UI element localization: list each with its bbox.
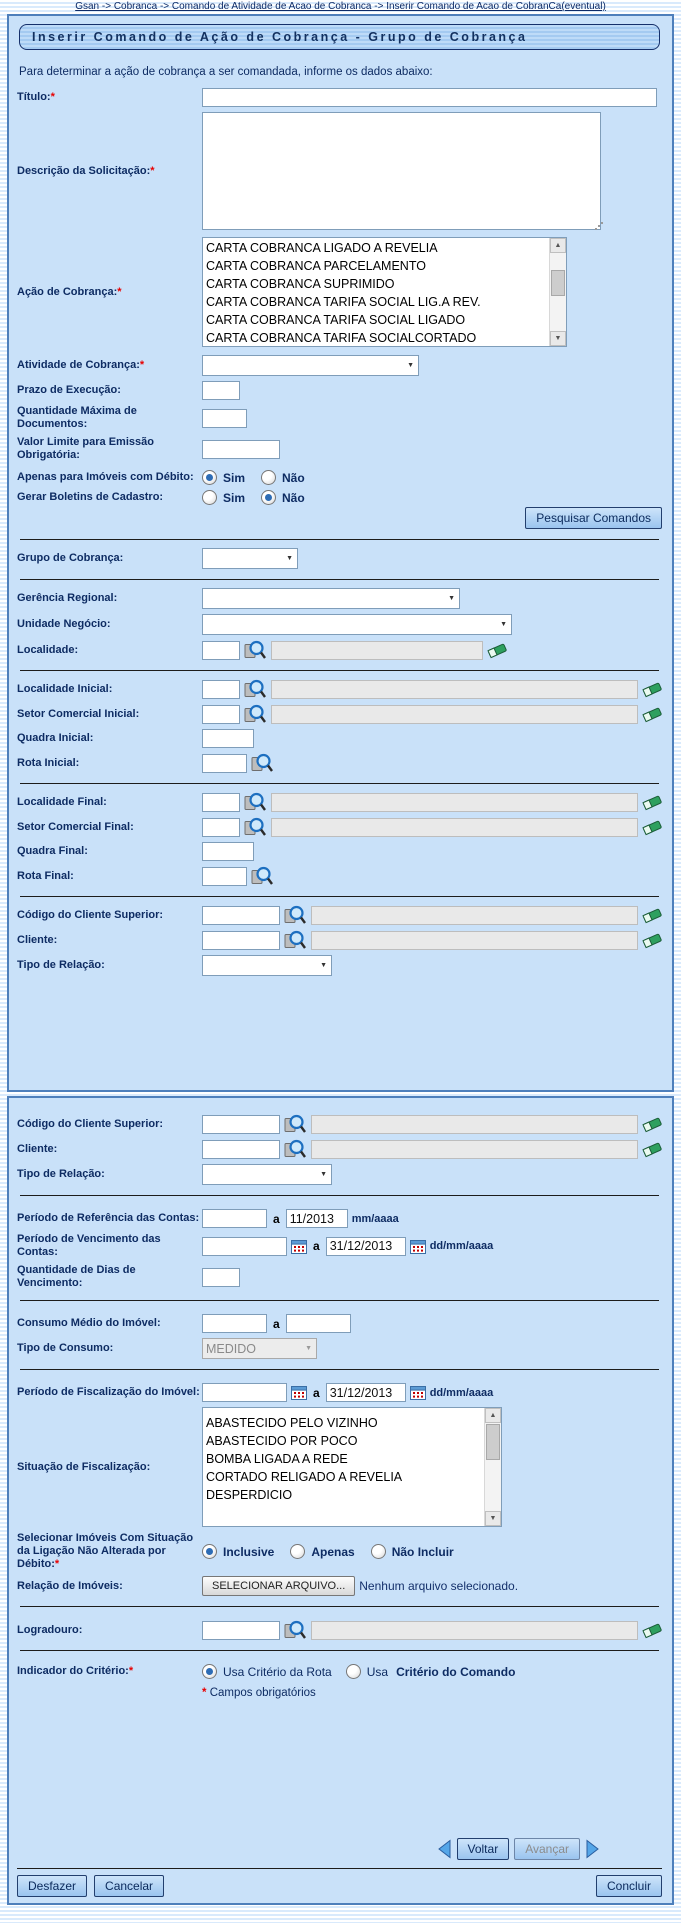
required-asterisk: * [150, 164, 155, 177]
quadra-inicial-row [17, 729, 662, 748]
wizard-nav [17, 1838, 662, 1860]
acao-cobranca-list[interactable] [202, 237, 567, 347]
cliente-superior-input[interactable] [202, 906, 280, 925]
logradouro-label: Logradouro: [17, 1623, 83, 1636]
periodo-referencia-fim-input[interactable] [286, 1209, 348, 1228]
list-option[interactable]: DESPERDICIO [206, 1488, 293, 1502]
voltar-button[interactable]: Voltar [457, 1838, 510, 1860]
periodo-referencia-row [17, 1209, 662, 1228]
chevron-down-icon: ▼ [407, 362, 414, 369]
required-footnote: * Campos obrigatórios [202, 1687, 316, 1699]
arrow-right-icon[interactable] [585, 1839, 600, 1859]
gerencia-select[interactable] [202, 588, 460, 609]
unidade-label: Unidade Negócio: [17, 618, 111, 630]
situacao-fiscalizacao-list[interactable] [202, 1407, 502, 1527]
valor-limite-input[interactable] [202, 440, 280, 459]
required-asterisk: * [128, 1665, 134, 1677]
search-icon[interactable] [284, 930, 307, 950]
selecionar-imoveis-label: Selecionar Imóveis Com Situação da Ligação Não Alterada por Débito:* [17, 1532, 194, 1570]
localidade-inicial-name-display [271, 680, 638, 699]
divider [20, 783, 659, 784]
tipo-consumo-select: MEDIDO ▼ [202, 1338, 317, 1359]
search-icon[interactable] [244, 640, 267, 660]
qtd-max-label: Quantidade Máxima de Documentos: [17, 405, 137, 430]
format-hint: dd/mm/aaaa [429, 1240, 494, 1252]
situacao-fiscalizacao-label: Situação de Fiscalização: [17, 1460, 151, 1473]
quadra-inicial-label: Quadra Inicial: [17, 732, 94, 744]
divider [20, 539, 659, 540]
divider [17, 1868, 662, 1869]
list-option[interactable]: ABASTECIDO PELO VIZINHO [206, 1416, 378, 1430]
consumo-medio-min-input[interactable] [202, 1314, 267, 1333]
cliente-row [17, 1139, 662, 1159]
tipo-relacao-label: Tipo de Relação: [17, 959, 105, 971]
radio-label: Sim [223, 470, 246, 485]
unidade-row [17, 614, 662, 635]
radio-label: Não [282, 490, 305, 505]
list-option[interactable]: CORTADO RELIGADO A REVELIA [206, 1470, 403, 1484]
tipo-consumo-label: Tipo de Consumo: [17, 1342, 114, 1354]
scroll-down-icon[interactable]: ▼ [550, 331, 566, 346]
selecionar-arquivo-button[interactable]: SELECIONAR ARQUIVO... [202, 1576, 355, 1596]
qtd-max-input[interactable] [202, 409, 247, 428]
radio-label: Não [282, 470, 305, 485]
scroll-thumb[interactable] [551, 270, 565, 296]
situacao-fiscalizacao-row [17, 1407, 662, 1527]
setor-final-name-display [271, 818, 638, 837]
page-title: Inserir Comando de Ação de Cobrança - Grupo de Cobrança [19, 24, 660, 50]
periodo-vencimento-row [17, 1233, 662, 1259]
titulo-input[interactable] [202, 88, 657, 107]
periodo-referencia-label: Período de Referência das Contas: [17, 1212, 200, 1224]
list-option[interactable]: CARTA COBRANCA TARIFA SOCIAL LIGADO [206, 313, 466, 327]
criterio-rota-radio[interactable] [202, 1664, 217, 1679]
scroll-up-icon[interactable]: ▲ [550, 238, 566, 253]
cancelar-button[interactable]: Cancelar [94, 1875, 164, 1897]
concluir-button[interactable]: Concluir [596, 1875, 662, 1897]
logradouro-input[interactable] [202, 1621, 280, 1640]
range-separator: a [313, 1385, 320, 1400]
localidade-final-input[interactable] [202, 793, 240, 812]
required-asterisk: * [117, 285, 122, 298]
action-bar [17, 1875, 662, 1897]
atividade-select[interactable] [202, 355, 419, 376]
descricao-row [17, 112, 662, 230]
setor-inicial-row [17, 704, 662, 724]
grupo-cobranca-row [17, 548, 662, 569]
scroll-thumb[interactable] [486, 1424, 500, 1460]
periodo-vencimento-inicio-input[interactable] [202, 1237, 287, 1256]
gerar-boletins-sim-radio[interactable] [202, 490, 217, 505]
localidade-input[interactable] [202, 641, 240, 660]
cliente-row [17, 930, 662, 950]
gerencia-row [17, 588, 662, 609]
qtd-max-row [17, 405, 662, 431]
pesquisar-comandos-button[interactable]: Pesquisar Comandos [525, 507, 662, 529]
prazo-row [17, 381, 662, 400]
scroll-up-icon[interactable]: ▲ [485, 1408, 501, 1423]
quadra-final-input[interactable] [202, 842, 254, 861]
criterio-comando-radio[interactable] [346, 1664, 361, 1679]
setor-inicial-name-display [271, 705, 638, 724]
radio-label: Sim [223, 490, 246, 505]
range-separator: a [273, 1211, 280, 1226]
list-option[interactable]: ABASTECIDO POR POCO [206, 1434, 358, 1448]
resize-grip[interactable] [598, 225, 600, 227]
tipo-relacao-select[interactable] [202, 1164, 332, 1185]
setor-final-input[interactable] [202, 818, 240, 837]
titulo-row [17, 88, 662, 107]
chevron-down-icon: ▼ [320, 962, 327, 969]
search-icon[interactable] [284, 1620, 307, 1640]
atividade-label: Atividade de Cobrança:* [17, 359, 145, 371]
chevron-down-icon: ▼ [305, 1345, 312, 1352]
range-separator: a [273, 1316, 280, 1331]
apenas-debito-nao-radio[interactable] [261, 470, 276, 485]
quadra-final-label: Quadra Final: [17, 845, 88, 857]
selecionar-imoveis-row [17, 1532, 662, 1571]
search-icon[interactable] [284, 905, 307, 925]
acao-cobranca-row [17, 237, 662, 347]
calendar-icon[interactable] [410, 1385, 426, 1400]
setor-final-row [17, 817, 662, 837]
gerencia-label: Gerência Regional: [17, 592, 118, 604]
list-option[interactable]: CARTA COBRANCA LIGADO A REVELIA [206, 241, 438, 255]
pesquisar-row [17, 507, 662, 529]
cliente-name-display [311, 931, 638, 950]
radio-label: Não Incluir [391, 1544, 454, 1559]
calendar-icon[interactable] [291, 1385, 307, 1400]
qtd-dias-row [17, 1264, 662, 1290]
rota-final-row [17, 866, 662, 886]
divider [20, 896, 659, 897]
apenas-debito-label: Apenas para Imóveis com Débito: [17, 471, 194, 483]
consumo-medio-label: Consumo Médio do Imóvel: [17, 1317, 161, 1329]
quadra-final-row [17, 842, 662, 861]
required-asterisk: * [50, 91, 55, 103]
tipo-relacao-label: Tipo de Relação: [17, 1168, 105, 1180]
format-hint: dd/mm/aaaa [429, 1386, 494, 1399]
grupo-cobranca-select[interactable] [202, 548, 298, 569]
chevron-down-icon: ▼ [320, 1171, 327, 1178]
chevron-down-icon: ▼ [448, 595, 455, 602]
localidade-label: Localidade: [17, 643, 79, 656]
tipo-relacao-select[interactable] [202, 955, 332, 976]
file-status-text: Nenhum arquivo selecionado. [359, 1579, 519, 1593]
logradouro-name-display [311, 1621, 638, 1640]
radio-label: Apenas [311, 1544, 355, 1559]
cliente-superior-input[interactable] [202, 1115, 280, 1134]
breadcrumb[interactable]: Gsan -> Cobranca -> Comando de Atividade de Acao de Cobranca -> Inserir Comando de Acao de CobranCa(eventual) [75, 1, 606, 12]
list-option[interactable]: BOMBA LIGADA A REDE [206, 1452, 348, 1466]
localidade-final-name-display [271, 793, 638, 812]
cliente-superior-name-display [311, 1115, 638, 1134]
calendar-icon[interactable] [291, 1239, 307, 1254]
logradouro-row [17, 1620, 662, 1640]
cliente-superior-row [17, 905, 662, 925]
divider [20, 1369, 659, 1370]
list-option[interactable]: CARTA COBRANCA PARCELAMENTO [206, 259, 426, 273]
periodo-referencia-inicio-input[interactable] [202, 1209, 267, 1228]
atividade-row [17, 355, 662, 376]
cliente-input[interactable] [202, 1140, 280, 1159]
cliente-input[interactable] [202, 931, 280, 950]
apenas-debito-row [17, 470, 662, 485]
search-icon[interactable] [251, 866, 274, 886]
search-icon[interactable] [251, 753, 274, 773]
valor-limite-label: Valor Limite para Emissão Obrigatória: [17, 436, 154, 461]
cliente-superior-name-display [311, 906, 638, 925]
calendar-icon[interactable] [410, 1239, 426, 1254]
form-panel-top [7, 14, 674, 1092]
tipo-consumo-row [17, 1338, 662, 1359]
eraser-icon[interactable] [642, 1141, 662, 1158]
search-icon[interactable] [244, 792, 267, 812]
indicador-criterio-label: Indicador do Critério:* [17, 1665, 134, 1677]
search-icon[interactable] [284, 1114, 307, 1134]
setor-inicial-input[interactable] [202, 705, 240, 724]
quadra-inicial-input[interactable] [202, 729, 254, 748]
eraser-icon[interactable] [642, 1116, 662, 1133]
localidade-final-label: Localidade Final: [17, 795, 107, 808]
scrollbar[interactable] [484, 1408, 501, 1526]
cliente-superior-label: Código do Cliente Superior: [17, 908, 164, 921]
range-separator: a [313, 1239, 320, 1253]
radio-label: Inclusive [223, 1544, 275, 1559]
arrow-left-icon[interactable] [437, 1839, 452, 1859]
search-icon[interactable] [244, 704, 267, 724]
divider [20, 1300, 659, 1301]
gerar-boletins-row [17, 490, 662, 505]
apenas-debito-sim-radio[interactable] [202, 470, 217, 485]
localidade-inicial-row [17, 679, 662, 699]
desfazer-button[interactable]: Desfazer [17, 1875, 87, 1897]
gerar-boletins-label: Gerar Boletins de Cadastro: [17, 491, 164, 503]
rota-inicial-row [17, 753, 662, 773]
cliente-label: Cliente: [17, 933, 58, 946]
divider [20, 1195, 659, 1196]
eraser-icon[interactable] [642, 819, 662, 836]
acao-cobranca-label: Ação de Cobrança:* [17, 285, 122, 298]
divider [20, 1606, 659, 1607]
periodo-vencimento-label: Período de Vencimento das Contas: [17, 1233, 161, 1258]
gerar-boletins-nao-radio[interactable] [261, 490, 276, 505]
divider [20, 1650, 659, 1651]
scrollbar[interactable] [549, 238, 566, 346]
scroll-down-icon[interactable]: ▼ [485, 1511, 501, 1526]
tipo-relacao-row [17, 955, 662, 976]
inclusive-radio[interactable] [202, 1544, 217, 1559]
form-panel-bottom [7, 1096, 674, 1905]
grupo-cobranca-label: Grupo de Cobrança: [17, 552, 124, 564]
rota-final-input[interactable] [202, 867, 247, 886]
chevron-down-icon: ▼ [500, 621, 507, 628]
localidade-final-row [17, 792, 662, 812]
nao-incluir-radio[interactable] [371, 1544, 386, 1559]
eraser-icon[interactable] [642, 681, 662, 698]
eraser-icon[interactable] [642, 794, 662, 811]
apenas-radio[interactable] [290, 1544, 305, 1559]
radio-label: Usa [366, 1664, 389, 1679]
prazo-label: Prazo de Execução: [17, 384, 121, 396]
radio-label-bold: Critério do Comando [396, 1664, 516, 1679]
eraser-icon[interactable] [642, 907, 662, 924]
required-asterisk: * [54, 1558, 60, 1570]
relacao-imoveis-row [17, 1576, 662, 1596]
localidade-inicial-input[interactable] [202, 680, 240, 699]
rota-inicial-label: Rota Inicial: [17, 756, 80, 769]
rota-final-label: Rota Final: [17, 869, 74, 882]
list-option[interactable]: CARTA COBRANCA SUPRIMIDO [206, 277, 395, 291]
localidade-row [17, 640, 662, 660]
list-option[interactable]: CARTA COBRANCA TARIFA SOCIAL LIG.A REV. [206, 295, 481, 309]
list-option[interactable]: CARTA COBRANCA TARIFA SOCIALCORTADO [206, 331, 477, 345]
avancar-button: Avançar [514, 1838, 580, 1860]
search-icon[interactable] [244, 817, 267, 837]
prazo-input[interactable] [202, 381, 240, 400]
unidade-select[interactable] [202, 614, 512, 635]
search-icon[interactable] [244, 679, 267, 699]
chevron-down-icon: ▼ [286, 555, 293, 562]
format-hint: mm/aaaa [351, 1212, 399, 1225]
periodo-fiscalizacao-fim-input[interactable] [326, 1383, 406, 1402]
periodo-vencimento-fim-input[interactable] [326, 1237, 406, 1256]
intro-text: Para determinar a ação de cobrança a ser comandada, informe os dados abaixo: [19, 66, 433, 78]
periodo-fiscalizacao-label: Período de Fiscalização do Imóvel: [17, 1386, 200, 1398]
required-asterisk: * [139, 359, 145, 371]
indicador-criterio-row [17, 1664, 662, 1679]
consumo-medio-row [17, 1314, 662, 1333]
eraser-icon[interactable] [487, 642, 507, 659]
eraser-icon[interactable] [642, 1622, 662, 1639]
radio-label: Usa Critério da Rota [223, 1664, 332, 1679]
cliente-superior-row [17, 1114, 662, 1134]
titulo-label: Título:* [17, 91, 55, 103]
setor-inicial-label: Setor Comercial Inicial: [17, 707, 140, 720]
consumo-medio-max-input[interactable] [286, 1314, 351, 1333]
localidade-inicial-label: Localidade Inicial: [17, 682, 113, 695]
cliente-name-display [311, 1140, 638, 1159]
relacao-imoveis-label: Relação de Imóveis: [17, 1579, 123, 1592]
divider [20, 670, 659, 671]
localidade-name-display [271, 641, 483, 660]
qtd-dias-input[interactable] [202, 1268, 240, 1287]
qtd-dias-label: Quantidade de Dias de Vencimento: [17, 1264, 136, 1289]
eraser-icon[interactable] [642, 706, 662, 723]
setor-final-label: Setor Comercial Final: [17, 820, 134, 833]
cliente-label: Cliente: [17, 1142, 58, 1155]
tipo-relacao-row [17, 1164, 662, 1185]
periodo-fiscalizacao-inicio-input[interactable] [202, 1383, 287, 1402]
cliente-superior-label: Código do Cliente Superior: [17, 1117, 164, 1130]
descricao-textarea[interactable] [202, 112, 601, 230]
eraser-icon[interactable] [642, 932, 662, 949]
valor-limite-row [17, 436, 662, 462]
required-asterisk: * [202, 1687, 207, 1699]
search-icon[interactable] [284, 1139, 307, 1159]
divider [20, 579, 659, 580]
descricao-label: Descrição da Solicitação:* [17, 164, 155, 177]
periodo-fiscalizacao-row [17, 1383, 662, 1402]
rota-inicial-input[interactable] [202, 754, 247, 773]
